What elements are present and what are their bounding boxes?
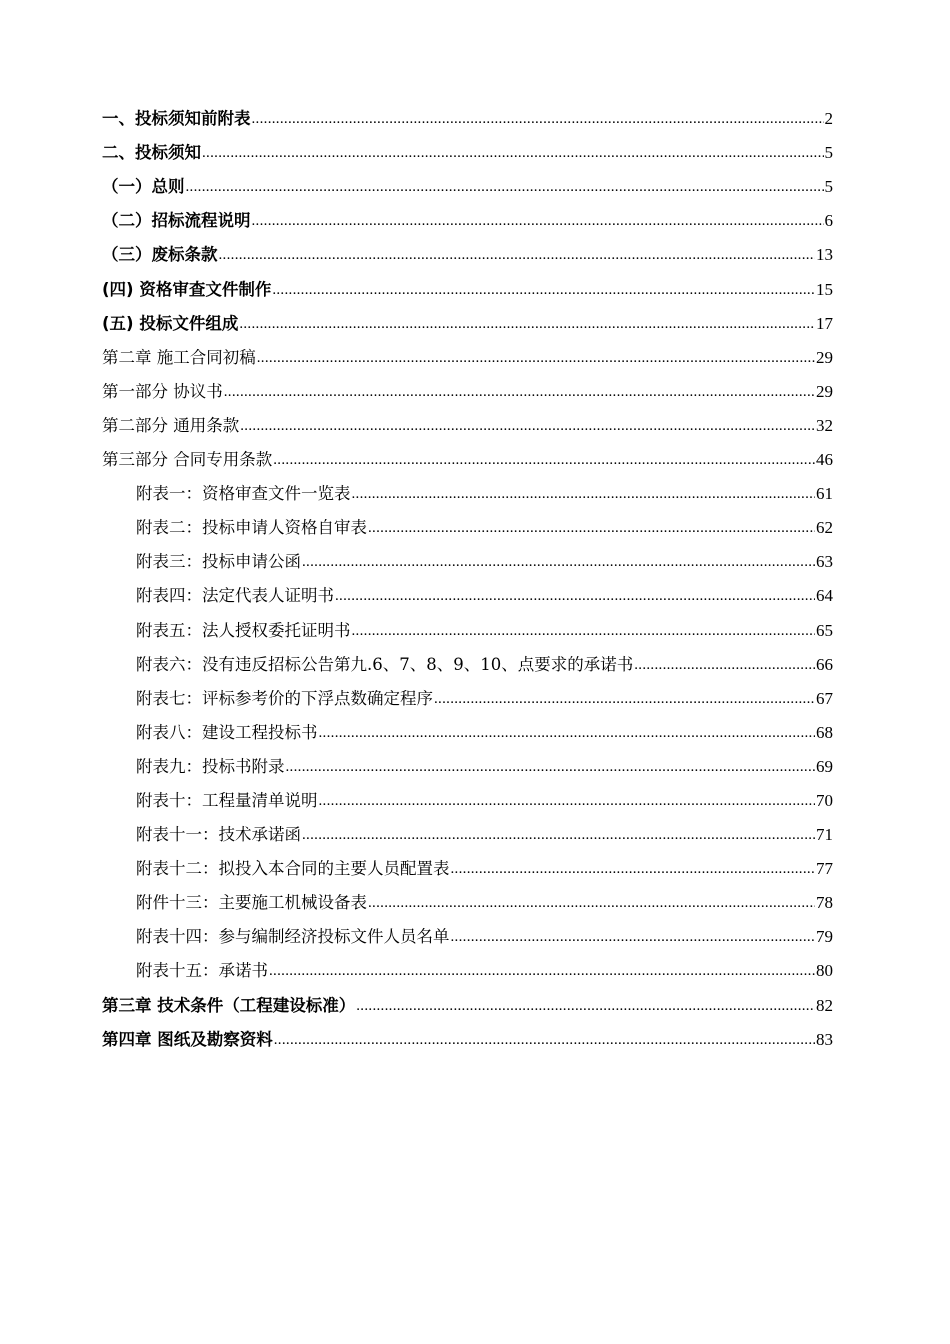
- toc-entry-title: (四) 资格审查文件制作: [102, 279, 272, 299]
- toc-entry-page: 6: [824, 211, 833, 231]
- toc-entry-page: 65: [816, 620, 833, 640]
- toc-entry[interactable]: [102, 784, 833, 818]
- toc-entry-page: 67: [816, 688, 833, 708]
- toc-entry[interactable]: [102, 170, 833, 204]
- toc-entry-title: （一）总则: [102, 177, 185, 197]
- toc-entry[interactable]: [102, 988, 833, 1022]
- toc-entry[interactable]: [102, 238, 833, 272]
- toc-entry-page: 77: [816, 859, 833, 879]
- toc-entry-title: 附表二：投标申请人资格自审表: [136, 518, 367, 538]
- toc-entry-title: 第二章 施工合同初稿: [102, 347, 256, 367]
- toc-entry[interactable]: [102, 613, 833, 647]
- toc-entry-title: 附表一：资格审查文件一览表: [136, 484, 351, 504]
- toc-entry-page: 17: [816, 313, 833, 333]
- toc-entry[interactable]: [102, 818, 833, 852]
- toc-entry-page: 61: [816, 484, 833, 504]
- toc-dot-leader: [319, 784, 816, 818]
- toc-entry[interactable]: [102, 272, 833, 306]
- toc-entry-title: 附表十五：承诺书: [136, 961, 268, 981]
- toc-dot-leader: [239, 307, 815, 341]
- toc-entry-page: 82: [816, 995, 833, 1015]
- toc-entry-page: 29: [816, 381, 833, 401]
- toc-entry-page: 64: [816, 586, 833, 606]
- toc-entry[interactable]: [102, 307, 833, 341]
- toc-dot-leader: [257, 341, 815, 375]
- toc-entry[interactable]: [102, 886, 833, 920]
- toc-entry-title: 第四章 图纸及勘察资料: [102, 1029, 273, 1049]
- toc-dot-leader: [269, 954, 815, 988]
- toc-entry-title: （三）废标条款: [102, 245, 218, 265]
- toc-entry-title: 附件十三：主要施工机械设备表: [136, 893, 367, 913]
- toc-entry-page: 46: [816, 450, 833, 470]
- toc-dot-leader: [302, 545, 815, 579]
- toc-entry-title: 附表十二：拟投入本合同的主要人员配置表: [136, 859, 450, 879]
- toc-dot-leader: [240, 409, 815, 443]
- toc-dot-leader: [224, 375, 815, 409]
- toc-entry[interactable]: [102, 579, 833, 613]
- toc-entry-page: 79: [816, 927, 833, 947]
- toc-dot-leader: [352, 477, 816, 511]
- toc-entry-page: 63: [816, 552, 833, 572]
- toc-entry-page: 13: [816, 245, 833, 265]
- toc-entry-title: 附表十四：参与编制经济投标文件人员名单: [136, 927, 450, 947]
- toc-entry-title: 附表四：法定代表人证明书: [136, 586, 334, 606]
- toc-entry[interactable]: [102, 682, 833, 716]
- toc-entry-title: 附表八：建设工程投标书: [136, 722, 318, 742]
- toc-dot-leader: [368, 511, 815, 545]
- toc-entry[interactable]: [102, 375, 833, 409]
- toc-entry-page: 5: [824, 143, 833, 163]
- toc-entry-page: 29: [816, 347, 833, 367]
- toc-dot-leader: [202, 136, 824, 170]
- toc-entry-page: 66: [816, 654, 833, 674]
- toc-entry[interactable]: [102, 954, 833, 988]
- toc-dot-leader: [451, 920, 816, 954]
- toc-entry-title: 第三章 技术条件（工程建设标准）: [102, 995, 356, 1015]
- toc-entry-page: 2: [824, 109, 833, 129]
- toc-dot-leader: [286, 750, 816, 784]
- toc-entry-title: (五) 投标文件组成: [102, 313, 239, 333]
- toc-dot-leader: [273, 443, 815, 477]
- toc-dot-leader: [272, 273, 815, 307]
- toc-entry-page: 32: [816, 415, 833, 435]
- toc-entry[interactable]: [102, 648, 833, 682]
- toc-entry-page: 15: [816, 279, 833, 299]
- toc-entry-title: 二、投标须知: [102, 143, 201, 163]
- toc-dot-leader: [219, 238, 816, 272]
- toc-entry[interactable]: [102, 1023, 833, 1057]
- toc-entry-page: 62: [816, 518, 833, 538]
- toc-dot-leader: [302, 818, 815, 852]
- toc-entry-title: 第三部分 合同专用条款: [102, 450, 273, 470]
- toc-dot-leader: [274, 1023, 815, 1057]
- toc-entry[interactable]: [102, 477, 833, 511]
- toc-entry-page: 5: [824, 177, 833, 197]
- toc-entry-page: 83: [816, 1029, 833, 1049]
- toc-entry[interactable]: [102, 136, 833, 170]
- toc-entry-title: 附表十一：技术承诺函: [136, 825, 301, 845]
- toc-entry[interactable]: [102, 102, 833, 136]
- toc-entry-page: 69: [816, 756, 833, 776]
- toc-entry-title: 附表十：工程量清单说明: [136, 790, 318, 810]
- toc-entry-page: 70: [816, 790, 833, 810]
- toc-dot-leader: [252, 102, 824, 136]
- toc-dot-leader: [319, 716, 816, 750]
- toc-dot-leader: [356, 989, 815, 1023]
- toc-dot-leader: [434, 682, 815, 716]
- toc-entry[interactable]: [102, 443, 833, 477]
- toc-entry-title: 附表六：没有违反招标公告第九.6、7、8、9、10、点要求的承诺书: [136, 654, 634, 674]
- toc-entry[interactable]: [102, 545, 833, 579]
- toc-entry[interactable]: [102, 341, 833, 375]
- toc-entry-title: 一、投标须知前附表: [102, 109, 251, 129]
- toc-entry-title: （二）招标流程说明: [102, 211, 251, 231]
- toc-dot-leader: [368, 886, 815, 920]
- toc-dot-leader: [335, 579, 815, 613]
- toc-entry-title: 附表三：投标申请公函: [136, 552, 301, 572]
- toc-dot-leader: [186, 170, 824, 204]
- toc-entry-title: 附表五：法人授权委托证明书: [136, 620, 351, 640]
- toc-entry-page: 68: [816, 722, 833, 742]
- toc-entry[interactable]: [102, 204, 833, 238]
- toc-dot-leader: [634, 648, 815, 682]
- toc-dot-leader: [352, 614, 816, 648]
- toc-entry[interactable]: [102, 716, 833, 750]
- toc-entry-title: 第一部分 协议书: [102, 381, 223, 401]
- toc-entry-title: 第二部分 通用条款: [102, 415, 240, 435]
- toc-entry[interactable]: [102, 750, 833, 784]
- table-of-contents: [102, 102, 833, 1057]
- toc-entry[interactable]: [102, 920, 833, 954]
- toc-entry-page: 80: [816, 961, 833, 981]
- toc-entry[interactable]: [102, 511, 833, 545]
- toc-dot-leader: [252, 204, 824, 238]
- toc-entry-title: 附表七：评标参考价的下浮点数确定程序: [136, 688, 433, 708]
- toc-entry-page: 78: [816, 893, 833, 913]
- toc-entry-title: 附表九：投标书附录: [136, 756, 285, 776]
- toc-entry[interactable]: [102, 409, 833, 443]
- toc-dot-leader: [451, 852, 816, 886]
- toc-entry-page: 71: [816, 825, 833, 845]
- toc-entry[interactable]: [102, 852, 833, 886]
